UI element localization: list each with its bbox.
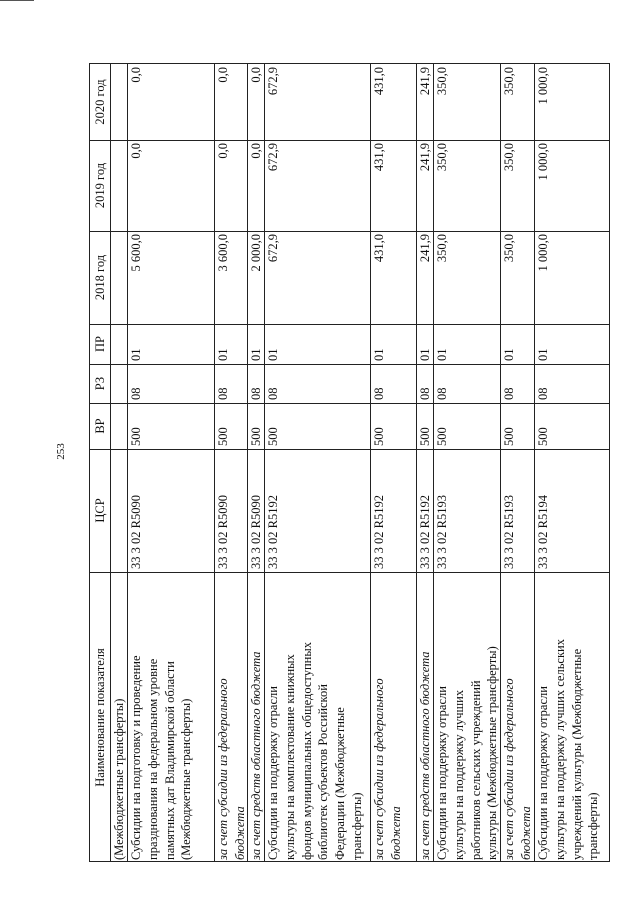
cell-y2020: 0,0 [249, 67, 263, 83]
cell-vr: 500 [418, 427, 432, 446]
indicator-name-line: за счет средств областного бюджета [418, 651, 432, 860]
cell-y2020: 672,9 [266, 67, 280, 96]
cell-pr: 01 [536, 348, 550, 361]
header-name: Наименование показателя [93, 648, 107, 787]
cell-y2018: 350,0 [435, 234, 449, 263]
indicator-name-line: бюджета [388, 806, 403, 860]
indicator-name [248, 575, 265, 860]
cell-vr: 500 [435, 427, 449, 446]
cell-rz: 08 [372, 387, 386, 400]
cell-rz: 08 [502, 387, 516, 400]
cell-csr: 33 3 02 R5194 [536, 495, 550, 569]
cell-csr: 33 3 02 R5192 [266, 495, 280, 569]
indicator-name-line: бюджета [518, 806, 533, 860]
cell-y2020: 431,0 [372, 67, 386, 96]
cell-y2020: 0,0 [216, 67, 230, 83]
cell-pr: 01 [502, 348, 516, 361]
cell-y2019: 0,0 [216, 143, 230, 159]
cell-vr: 500 [129, 427, 143, 446]
cell-y2018: 431,0 [372, 234, 386, 263]
row-rule [90, 140, 609, 141]
cell-pr: 01 [372, 348, 386, 361]
cell-pr: 01 [129, 348, 143, 361]
indicator-name-line: бюджета [232, 806, 247, 860]
cell-pr: 01 [418, 348, 432, 361]
cell-y2020: 350,0 [502, 67, 516, 96]
row-rule [90, 449, 609, 450]
cell-csr: 33 3 02 R5193 [502, 495, 516, 569]
cell-pr: 01 [216, 348, 230, 361]
header-pr: ПР [93, 336, 107, 352]
cell-vr: 500 [216, 427, 230, 446]
cell-y2019: 672,9 [266, 143, 280, 172]
cell-y2019: 350,0 [435, 143, 449, 172]
header-rz: РЗ [93, 376, 107, 391]
cell-y2018: 241,9 [418, 234, 432, 263]
indicator-name-line: за счет субсидии из федерального [216, 678, 230, 860]
cell-y2020: 241,9 [418, 67, 432, 96]
budget-table [89, 63, 610, 862]
page-number: 253 [54, 443, 67, 460]
cell-pr: 01 [249, 348, 263, 361]
cell-y2020: 0,0 [129, 67, 143, 83]
cell-rz: 08 [249, 387, 263, 400]
cell-rz: 08 [129, 387, 143, 400]
cell-csr: 33 3 02 R5090 [249, 495, 263, 569]
cell-rz: 08 [536, 387, 550, 400]
cell-y2018: 5 600,0 [129, 234, 143, 272]
indicator-name-line: трансферты) [349, 792, 364, 860]
indicator-name-line: фондов муниципальных общедоступных [299, 641, 314, 860]
cell-y2019: 350,0 [502, 143, 516, 172]
cell-rz: 08 [418, 387, 432, 400]
row-rule [90, 324, 609, 325]
indicator-name-line: библиотек субъектов Российской [316, 684, 331, 860]
cell-y2018: 672,9 [266, 234, 280, 263]
cell-y2019: 0,0 [129, 143, 143, 159]
indicator-name-line: памятных дат Владимирской области [162, 661, 177, 860]
indicator-name-line: трансферты) [586, 792, 601, 860]
indicator-name-line: (Межбюджетные трансферты) [179, 698, 194, 860]
cell-y2018: 350,0 [502, 234, 516, 263]
cell-y2019: 241,9 [418, 143, 432, 172]
cell-rz: 08 [435, 387, 449, 400]
cell-y2018: 1 000,0 [536, 234, 550, 272]
indicator-name-line: учреждений культуры (Межбюджетные [569, 648, 584, 860]
indicator-name-line: культуры на поддержку лучших [451, 689, 466, 860]
cell-rz: 08 [216, 387, 230, 400]
cell-y2019: 431,0 [372, 143, 386, 172]
cell-csr: 33 3 02 R5090 [129, 495, 143, 569]
row-rule [90, 572, 609, 573]
header-y2018: 2018 год [93, 254, 107, 301]
row-rule [90, 231, 609, 232]
indicator-name-line: за счет субсидии из федерального [502, 678, 516, 860]
cell-csr: 33 3 02 R5192 [418, 495, 432, 569]
indicator-name-line: за счет субсидии из федерального [372, 678, 386, 860]
cell-pr: 01 [435, 348, 449, 361]
indicator-name-line: культуры на комплектование книжных [282, 654, 297, 860]
cell-vr: 500 [266, 427, 280, 446]
row-rule [90, 364, 609, 365]
cell-y2020: 1 000,0 [536, 67, 550, 105]
cell-y2019: 1 000,0 [536, 143, 550, 181]
indicator-name-line: за счет средств областного бюджета [249, 651, 263, 860]
indicator-name-line: празднования на федеральном уровне [145, 658, 160, 860]
row-rule [90, 403, 609, 404]
indicator-name-line: Субсидии на подготовку и проведение [129, 655, 143, 860]
cell-pr: 01 [266, 348, 280, 361]
scan-edge-mark [0, 0, 34, 1]
indicator-name [434, 575, 501, 860]
cell-csr: 33 3 02 R5090 [216, 495, 230, 569]
cell-vr: 500 [502, 427, 516, 446]
indicator-name-line: Субсидии на поддержку отрасли [266, 686, 280, 860]
indicator-name-line: культуры (Межбюджетные трансферты) [485, 646, 500, 860]
indicator-name-line: (Межбюджетные трансферты) [112, 698, 126, 860]
cell-vr: 500 [249, 427, 263, 446]
indicator-name [371, 575, 405, 860]
cell-rz: 08 [266, 387, 280, 400]
cell-csr: 33 3 02 R5192 [372, 495, 386, 569]
indicator-name [215, 575, 249, 860]
header-vr: ВР [93, 418, 107, 434]
indicator-name [128, 575, 195, 860]
cell-csr: 33 3 02 R5193 [435, 495, 449, 569]
cell-y2019: 0,0 [249, 143, 263, 159]
indicator-name-line: культуры на поддержку лучших сельских [552, 639, 567, 860]
indicator-name-line: Федерации (Межбюджетные [333, 707, 348, 860]
indicator-name [501, 575, 535, 860]
cell-vr: 500 [372, 427, 386, 446]
indicator-name-line: Субсидии на поддержку отрасли [536, 686, 550, 860]
cell-vr: 500 [536, 427, 550, 446]
header-y2019: 2019 год [93, 162, 107, 209]
cell-y2018: 3 600,0 [216, 234, 230, 272]
indicator-name [111, 575, 128, 860]
indicator-name-line: работников сельских учреждений [468, 680, 483, 860]
indicator-name [535, 575, 602, 860]
header-y2020: 2020 год [93, 79, 107, 125]
cell-y2018: 2 000,0 [249, 234, 263, 272]
indicator-name [417, 575, 434, 860]
indicator-name [265, 575, 366, 860]
indicator-name-line: Субсидии на поддержку отрасли [435, 686, 449, 860]
cell-y2020: 350,0 [435, 67, 449, 96]
header-csr: ЦСР [93, 498, 107, 523]
